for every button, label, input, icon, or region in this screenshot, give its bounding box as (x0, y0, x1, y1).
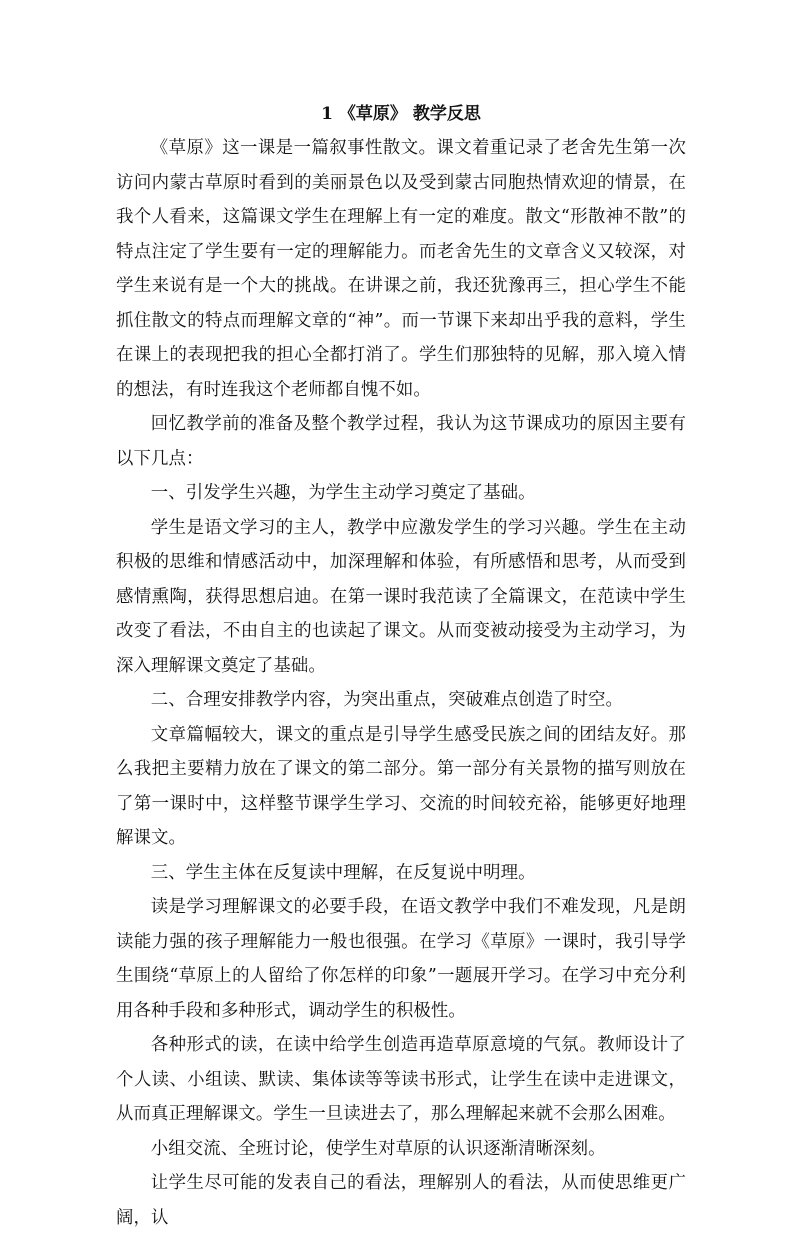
page-title: 1 《草原》 教学反思 (321, 104, 481, 124)
section-heading-2: 二、合理安排教学内容，为突出重点，突破难点创造了时空。 (150, 690, 624, 710)
paragraph-section-3c: 小组交流、全班讨论，使学生对草原的认识逐渐清晰深刻。 (150, 1138, 606, 1159)
document-page (116, 97, 686, 1235)
section-heading-3: 三、学生主体在反复读中理解，在反复说中明理。 (150, 862, 536, 883)
paragraph-section-3a: 读是学习理解课文的必要手段，在语文教学中我们不难发现，凡是朗读能力强的孩子理解能力一般也很强。在学习《草原》一课时，我引导学生围绕“草原上的人留给了你怎样的印象”一题展开学习。在学习中充分利用各种手段和多种形式，调动学生的积极性。 (116, 897, 686, 1021)
paragraph-section-1: 学生是语文学习的主人，教学中应激发学生的学习兴趣。学生在主动积极的思维和情感活动中，加深理解和体验，有所感悟和思考，从而受到感情熏陶，获得思想启迪。在第一课时我范读了全篇课文，在范读中学生改变了看法，不由自主的也读起了课文。从而变被动接受为主动学习，为深入理解课文奠定了基础。 (116, 517, 686, 676)
paragraph-intro: 《草原》这一课是一篇叙事性散文。课文着重记录了老舍先生第一次访问内蒙古草原时看到的美丽景色以及受到蒙古同胞热情欢迎的情景，在我个人看来，这篇课文学生在理解上有一定的难度。散文“形散神不散”的特点注定了学生要有一定的理解能力。而老舍先生的文章含义又较深，对学生来说有是一个大的挑战。在讲课之前，我还犹豫再三，担心学生不能抓住散文的特点而理解文章的“神”。而一节课下来却出乎我的意料，学生在课上的表现把我的担心全都打消了。学生们那独特的见解，那入境入情的想法，有时连我这个老师都自愧不如。 (116, 138, 686, 400)
section-heading-1: 一、引发学生兴趣，为学生主动学习奠定了基础。 (150, 483, 536, 503)
paragraph-section-3d: 让学生尽可能的发表自己的看法，理解别人的看法，从而使思维更广阔，认 (116, 1173, 686, 1228)
paragraph-section-2: 文章篇幅较大，课文的重点是引导学生感受民族之间的团结友好。那么我把主要精力放在了课文的第二部分。第一部分有关景物的描写则放在了第一课时中，这样整节课学生学习、交流的时间较充裕，能够更好地理解课文。 (116, 724, 686, 848)
paragraph-review: 回忆教学前的准备及整个教学过程，我认为这节课成功的原因主要有以下几点： (116, 414, 686, 469)
paragraph-section-3b: 各种形式的读，在读中给学生创造再造草原意境的气氛。教师设计了个人读、小组读、默读、集体读等等读书形式，让学生在读中走进课文，从而真正理解课文。学生一旦读进去了，那么理解起来就不会那么困难。 (116, 1035, 686, 1124)
